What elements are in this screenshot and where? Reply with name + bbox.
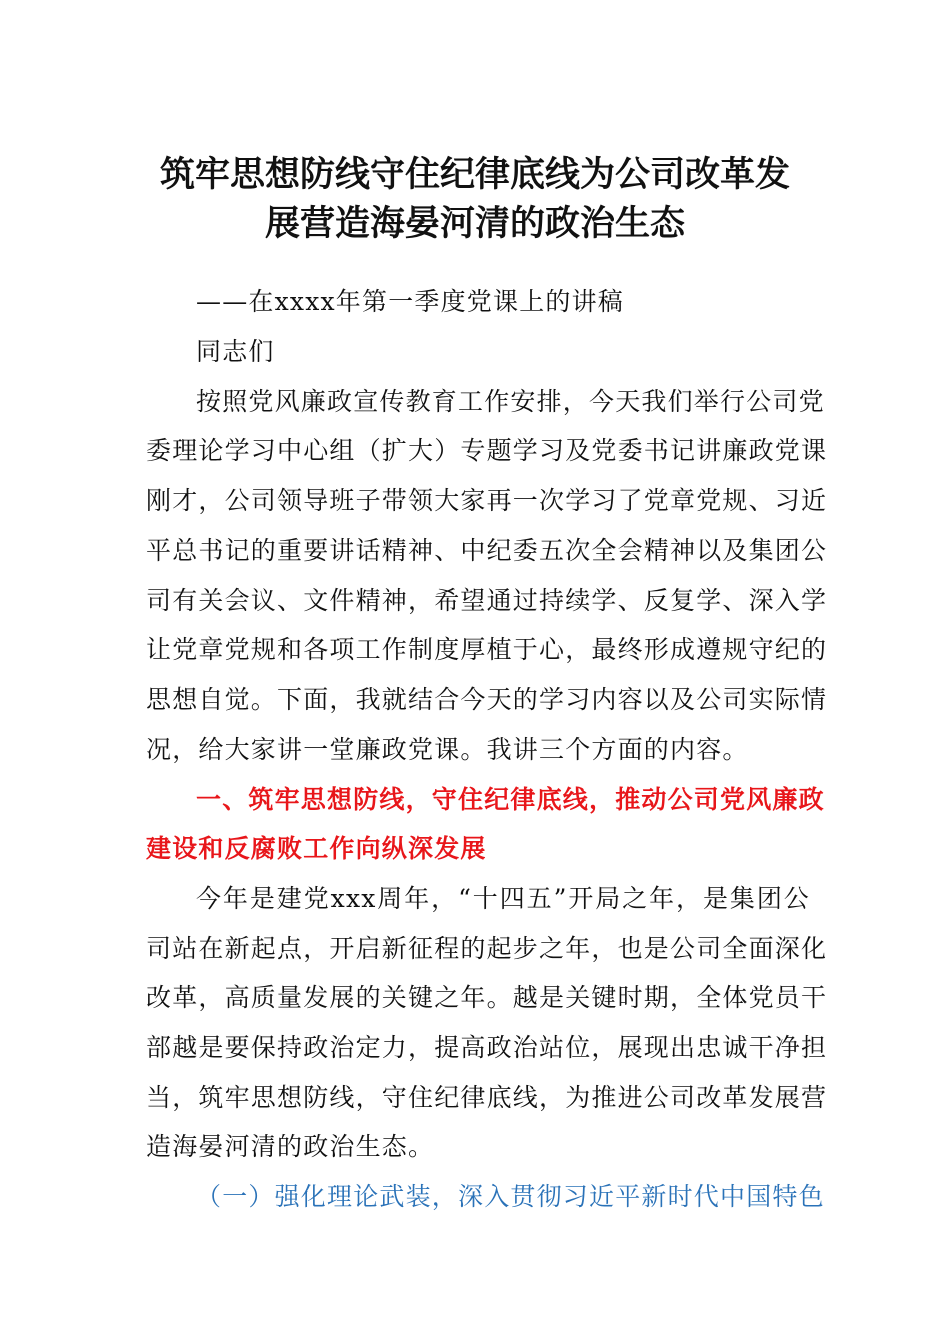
paragraph-1-line-7: 思想自觉。下面，我就结合今天的学习内容以及公司实际情	[146, 685, 828, 714]
document-title-line-2: 展营造海晏河清的政治生态	[264, 204, 685, 244]
document-title-line-1: 筑牢思想防线守住纪律底线为公司改革发	[159, 155, 790, 195]
paragraph-2-line-5: 当，筑牢思想防线，守住纪律底线，为推进公司改革发展营	[146, 1083, 828, 1112]
section-heading-1-line-2: 建设和反腐败工作向纵深发展	[146, 834, 487, 863]
paragraph-2-line-1: 今年是建党xxx周年，“十四五”开局之年，是集团公	[196, 884, 810, 913]
paragraph-1-line-4: 平总书记的重要讲话精神、中纪委五次全会精神以及集团公	[146, 536, 828, 565]
paragraph-1-line-5: 司有关会议、文件精神，希望通过持续学、反复学、深入学	[146, 586, 828, 615]
paragraph-1-line-2: 委理论学习中心组（扩大）专题学习及党委书记讲廉政党课	[146, 436, 828, 465]
paragraph-1-line-1: 按照党风廉政宣传教育工作安排，今天我们举行公司党	[196, 387, 825, 416]
paragraph-2-line-2: 司站在新起点，开启新征程的起步之年，也是公司全面深化	[146, 934, 828, 963]
greeting: 同志们	[196, 337, 275, 366]
paragraph-2-line-4: 部越是要保持政治定力，提高政治站位，展现出忠诚干净担	[146, 1033, 828, 1062]
paragraph-1-line-8: 况，给大家讲一堂廉政党课。我讲三个方面的内容。	[146, 735, 749, 764]
subsection-heading-1: （一）强化理论武装，深入贯彻习近平新时代中国特色	[196, 1182, 825, 1211]
paragraph-1-line-3: 刚才，公司领导班子带领大家再一次学习了党章党规、习近	[146, 486, 828, 515]
paragraph-1-line-6: 让党章党规和各项工作制度厚植于心，最终形成遵规守纪的	[146, 635, 828, 664]
section-heading-1-line-1: 一、筑牢思想防线，守住纪律底线，推动公司党风廉政	[196, 785, 825, 814]
paragraph-2-line-6: 造海晏河清的政治生态。	[146, 1132, 435, 1161]
document-subtitle: ——在xxxx年第一季度党课上的讲稿	[196, 287, 624, 316]
paragraph-2-line-3: 改革，高质量发展的关键之年。越是关键时期，全体党员干	[146, 983, 828, 1012]
